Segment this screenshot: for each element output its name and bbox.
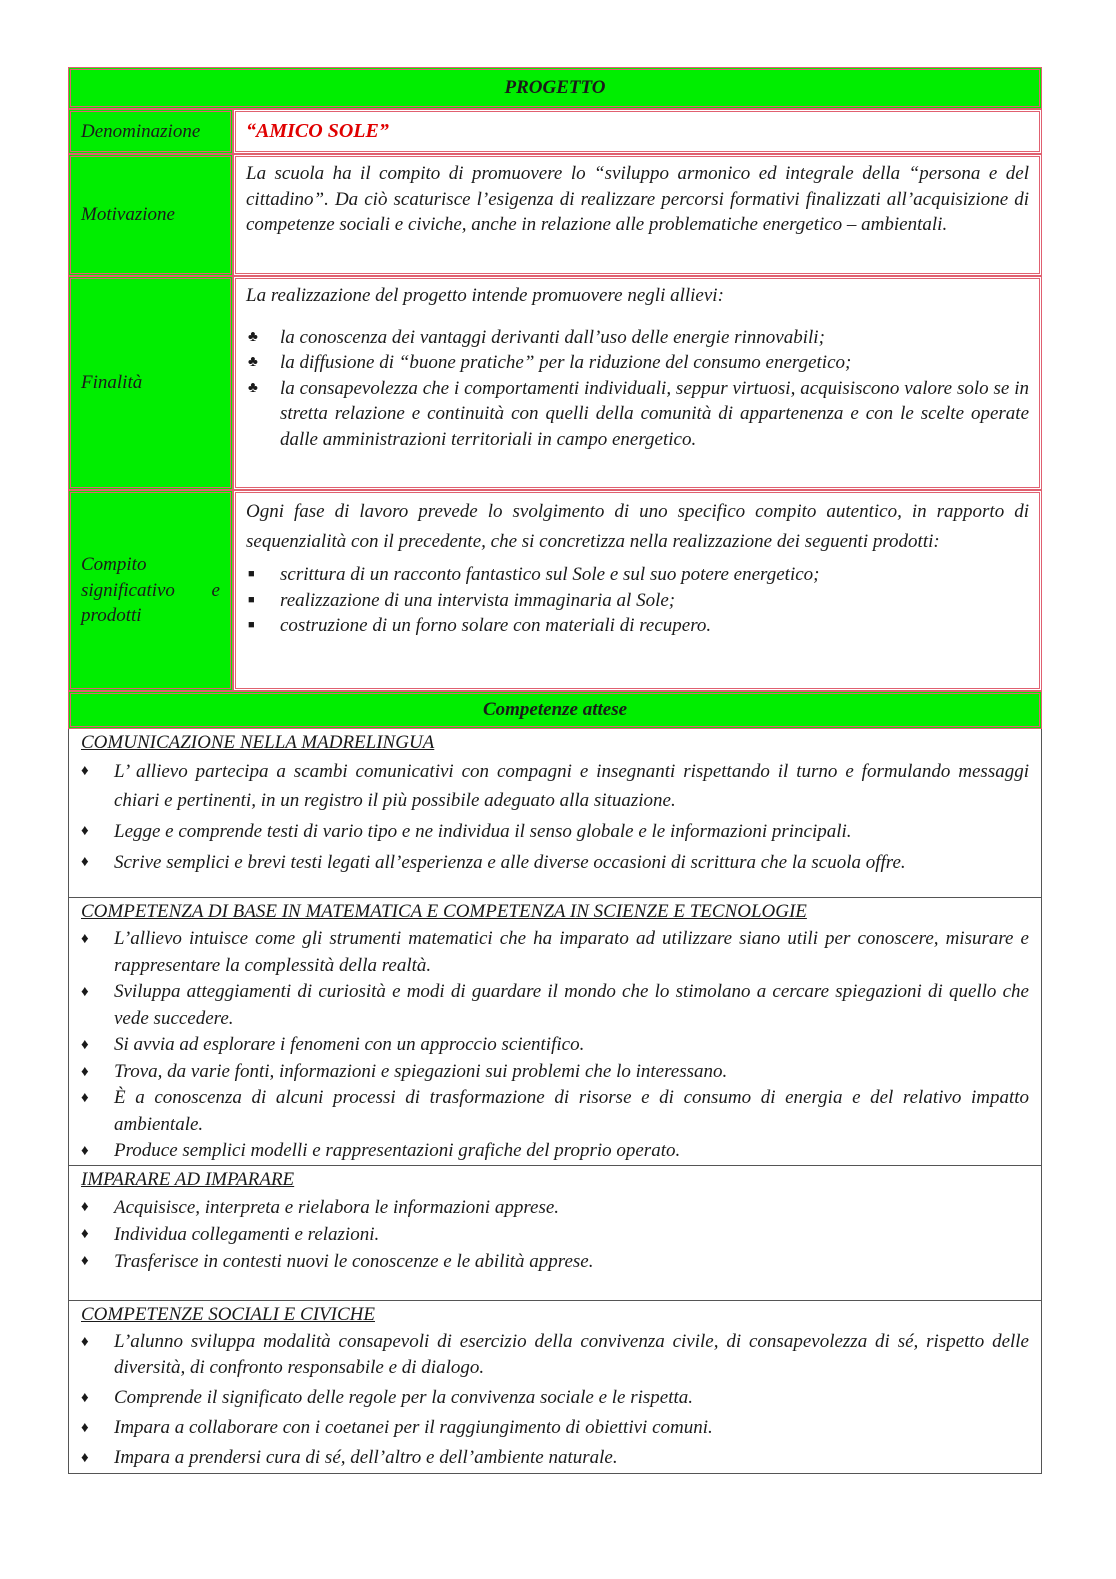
list-item: ♦ Scrive semplici e brevi testi legati all’esperienza e alle diverse occasioni di scrittura che la scuola offre. (81, 848, 1029, 877)
section-heading: COMPETENZE SOCIALI E CIVICHE (81, 1304, 375, 1325)
competence-section (68, 898, 1042, 1165)
list-item: ♦ È a conoscenza di alcuni processi di trasformazione di risorse e di consumo di energia e del relativo impatto ambientale. (81, 1085, 1029, 1138)
list-item: ■ costruzione di un forno solare con materiali di recupero. (246, 613, 1029, 639)
finalita-label: Finalità (68, 276, 233, 490)
compito-list (246, 562, 1029, 639)
competence-list (81, 926, 1029, 1165)
list-item: ♦ Individua collegamenti e relazioni. (81, 1221, 1029, 1248)
list-item: ♦ Sviluppa atteggiamenti di curiosità e modi di guardare il mondo che lo stimolano a cercare spiegazioni di quello che vede succedere. (81, 979, 1029, 1032)
finalita-list (246, 325, 1029, 453)
competence-list (81, 1329, 1029, 1471)
compito-cell (233, 490, 1042, 691)
table-bottom-border (68, 1473, 1042, 1474)
list-item: ♦ Trova, da varie fonti, informazioni e spiegazioni sui problemi che lo interessano. (81, 1059, 1029, 1086)
list-item: ♦ L’allievo intuisce come gli strumenti matematici che ha imparato ad utilizzare siano utili per conoscere, misurare e rappresentare la complessità della realtà. (81, 926, 1029, 979)
project-name: “AMICO SOLE” (246, 119, 389, 142)
list-item: ♦ Produce semplici modelli e rappresentazioni grafiche del proprio operato. (81, 1138, 1029, 1165)
list-item: ♦ Legge e comprende testi di vario tipo e ne individua il senso globale e le informazioni principali. (81, 817, 1029, 846)
motivazione-text: La scuola ha il compito di promuovere lo “sviluppo armonico ed integrale della “persona e del cittadino”. Da ciò scaturisce l’esigenza di realizzare percorsi formativi finalizzati all’acquisizione di competenze sociali e civiche, anche in relazione alle problematiche energetico – ambientali. (233, 154, 1042, 276)
finalita-cell (233, 276, 1042, 490)
list-item: ♦ L’alunno sviluppa modalità consapevoli di esercizio della convivenza civile, di consapevolezza di sé, rispetto delle diversità, di confronto responsabile e di dialogo. (81, 1329, 1029, 1381)
list-item: ♦ Impara a prendersi cura di sé, dell’altro e dell’ambiente naturale. (81, 1445, 1029, 1471)
competence-section (68, 729, 1042, 897)
list-item: ♣ la consapevolezza che i comportamenti individuali, seppur virtuosi, acquisiscono valore solo se in stretta relazione e continuità con quelli della comunità di appartenenza e con le scelte operate dalle amministrazioni territoriali in campo energetico. (246, 376, 1029, 453)
list-item: ♦ Si avvia ad esplorare i fenomeni con un approccio scientifico. (81, 1032, 1029, 1059)
list-item: ♦ Acquisisce, interpreta e rielabora le informazioni apprese. (81, 1194, 1029, 1221)
list-item: ♣ la diffusione di “buone pratiche” per la riduzione del consumo energetico; (246, 350, 1029, 376)
section-heading: IMPARARE AD IMPARARE (81, 1169, 295, 1190)
compito-label: Compito significativo e prodotti (68, 490, 233, 691)
competenze-header: Competenze attese (68, 691, 1042, 729)
motivazione-label: Motivazione (68, 154, 233, 276)
section-heading: COMPETENZA DI BASE IN MATEMATICA E COMPETENZA IN SCIENZE E TECNOLOGIE (81, 901, 807, 922)
denominazione-value-cell (233, 109, 1042, 154)
section-heading: COMUNICAZIONE NELLA MADRELINGUA (81, 732, 435, 753)
list-item: ■ realizzazione di una intervista immaginaria al Sole; (246, 588, 1029, 614)
competence-section (68, 1301, 1042, 1473)
list-item: ♣ la conoscenza dei vantaggi derivanti dall’uso delle energie rinnovabili; (246, 325, 1029, 351)
competence-section (68, 1166, 1042, 1300)
list-item: ♦ L’ allievo partecipa a scambi comunicativi con compagni e insegnanti rispettando il turno e formulando messaggi chiari e pertinenti, in un registro il più possibile adeguato alla situazione. (81, 757, 1029, 815)
list-item: ♦ Impara a collaborare con i coetanei per il raggiungimento di obiettivi comuni. (81, 1415, 1029, 1441)
compito-intro: Ogni fase di lavoro prevede lo svolgimento di uno specifico compito autentico, in rapporto di sequenzialità con il precedente, che si concretizza nella realizzazione dei seguenti prodotti: (246, 501, 1029, 552)
competence-list (81, 757, 1029, 877)
list-item: ♦ Trasferisce in contesti nuovi le conoscenze e le abilità apprese. (81, 1248, 1029, 1275)
list-item: ♦ Comprende il significato delle regole per la convivenza sociale e le rispetta. (81, 1385, 1029, 1411)
project-header (68, 67, 1042, 109)
finalita-intro: La realizzazione del progetto intende promuovere negli allievi: (246, 285, 724, 306)
project-header-title: PROGETTO (504, 77, 606, 98)
denominazione-label: Denominazione (68, 109, 233, 154)
list-item: ■ scrittura di un racconto fantastico sul Sole e sul suo potere energetico; (246, 562, 1029, 588)
competence-list (81, 1194, 1029, 1275)
